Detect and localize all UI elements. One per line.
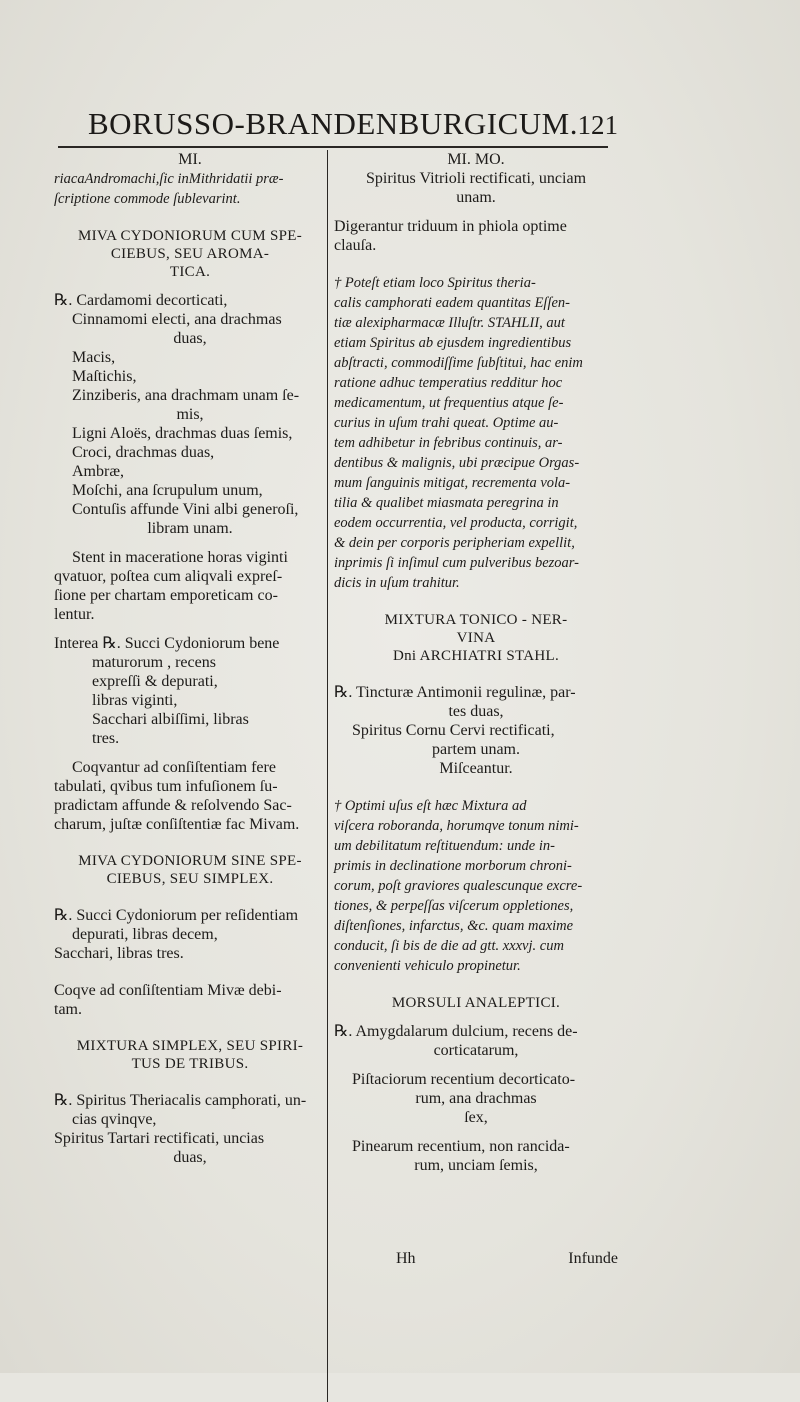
- text-line: CIEBUS, SEU AROMA-: [110, 246, 270, 262]
- text-line: Spiritus Vitrioli rectificati, unciam: [365, 170, 587, 187]
- text-line: ℞. Amygdalarum dulcium, recens de-: [334, 1023, 578, 1040]
- line-spacer: [54, 963, 326, 981]
- text-line: qvatuor, poſtea cum aliqvali expreſ-: [54, 568, 283, 585]
- text-line: primis in declinatione morborum chroni-: [334, 858, 572, 874]
- text-line: Sacchari albiſſimi, libras: [92, 711, 249, 728]
- text-line: abſtracti, commodiſſime ſubſtitui, hac enim: [334, 355, 583, 371]
- right-column: [334, 150, 618, 1175]
- text-line: tes duas,: [448, 703, 504, 720]
- text-line: Moſchi, ana ſcrupulum unum,: [72, 482, 263, 499]
- text-line: duas,: [173, 330, 207, 347]
- text-line: medicamentum, ut frequentius atque ſe-: [334, 395, 564, 411]
- text-line: Digerantur triduum in phiola optime: [334, 218, 567, 235]
- text-line: & dein per corporis peripheriam expellit,: [334, 535, 575, 551]
- text-line: calis camphorati eadem quantitas Eſſen-: [334, 295, 570, 311]
- line-spacer: [54, 209, 326, 227]
- text-line: MI.: [178, 151, 202, 168]
- text-line: maturorum , recens: [92, 654, 216, 671]
- line-spacer: [334, 1127, 618, 1137]
- text-line: expreſſi & depurati,: [92, 673, 218, 690]
- text-line: duas,: [173, 1149, 207, 1166]
- line-spacer: [54, 281, 326, 291]
- text-line: Dni ARCHIATRI STAHL.: [392, 648, 560, 664]
- text-line: Pinearum recentium, non rancida-: [352, 1138, 570, 1155]
- text-line: Interea ℞. Succi Cydoniorum bene: [54, 635, 280, 652]
- line-spacer: [54, 1073, 326, 1091]
- text-line: CIEBUS, SEU SIMPLEX.: [106, 871, 274, 887]
- text-line: ℞. Spiritus Theriacalis camphorati, un-: [54, 1092, 307, 1109]
- text-line: clauſa.: [334, 237, 377, 254]
- text-line: Ambræ,: [72, 463, 124, 480]
- text-line: riacaAndromachi,ſic inMithridatii præ-: [54, 171, 284, 187]
- text-line: unam.: [456, 189, 496, 206]
- text-line: pradictam affunde & reſolvendo Sac-: [54, 797, 292, 814]
- line-spacer: [54, 834, 326, 852]
- text-line: Coqve ad conſiſtentiam Mivæ debi-: [54, 982, 282, 999]
- signature-mark: Hh: [396, 1250, 416, 1267]
- running-title: BORUSSO-BRANDENBURGICUM.: [88, 106, 578, 141]
- text-line: conducit, ſi bis de die ad gtt. xxxvj. cum: [334, 938, 564, 954]
- text-line: rum, unciam ſemis,: [414, 1157, 538, 1174]
- text-line: um debilitatum reſtituendum: unde in-: [334, 838, 555, 854]
- line-spacer: [334, 593, 618, 611]
- line-spacer: [334, 1012, 618, 1022]
- text-line: Miſceantur.: [439, 760, 513, 777]
- text-line: Maſtichis,: [72, 368, 137, 385]
- left-column: [54, 150, 326, 1167]
- text-line: viſcera roboranda, horumqve tonum nimi-: [334, 818, 579, 834]
- text-line: MORSULI ANALEPTICI.: [391, 995, 561, 1011]
- text-line: corticatarum,: [433, 1042, 519, 1059]
- line-spacer: [54, 538, 326, 548]
- text-line: ratione adhuc temperatius redditur hoc: [334, 375, 563, 391]
- text-line: ℞. Succi Cydoniorum per reſidentiam: [54, 907, 299, 924]
- text-line: Zinziberis, ana drachmam unam ſe-: [72, 387, 300, 404]
- text-line: † Poteſt etiam loco Spiritus theria-: [334, 275, 536, 291]
- header-rule: [58, 146, 608, 148]
- text-line: inprimis ſi inſimul cum pulveribus bezoar-: [334, 555, 579, 571]
- text-line: TUS DE TRIBUS.: [131, 1056, 249, 1072]
- text-line: cias qvinqve,: [72, 1111, 157, 1128]
- text-line: Contuſis affunde Vini albi generoſi,: [72, 501, 299, 518]
- line-spacer: [334, 1060, 618, 1070]
- text-line: Croci, drachmas duas,: [72, 444, 215, 461]
- text-line: curius in uſum trahi queat. Optime au-: [334, 415, 559, 431]
- text-line: Spiritus Cornu Cervi rectificati,: [352, 722, 555, 739]
- text-line: MI. MO.: [447, 151, 505, 168]
- text-line: tem adhibetur in febribus continuis, ar-: [334, 435, 563, 451]
- text-line: Piſtaciorum recentium decorticato-: [352, 1071, 576, 1088]
- page-number: 121: [577, 110, 618, 140]
- text-line: ℞. Tincturæ Antimonii regulinæ, par-: [334, 684, 576, 701]
- text-line: tiones, & perpeſſas viſcerum oppletiones,: [334, 898, 574, 914]
- line-spacer: [54, 1019, 326, 1037]
- text-line: Sacchari, libras tres.: [54, 945, 184, 962]
- text-line: eodem occurrentia, vel producta, corrigit,: [334, 515, 578, 531]
- text-line: diſtenſiones, infarctus, &c. quam maxime: [334, 918, 574, 934]
- text-line: † Optimi uſus eſt hæc Mixtura ad: [334, 798, 527, 814]
- text-line: tam.: [54, 1001, 82, 1018]
- line-spacer: [334, 207, 618, 217]
- text-line: tilia & qualibet miasmata peregrina in: [334, 495, 559, 511]
- page-header: [88, 106, 618, 142]
- line-spacer: [334, 778, 618, 796]
- text-line: tres.: [92, 730, 120, 747]
- text-line: mis,: [176, 406, 204, 423]
- text-line: ℞. Cardamomi decorticati,: [54, 292, 228, 309]
- text-line: ſione per chartam emporeticam co-: [54, 587, 278, 604]
- text-line: Macis,: [72, 349, 116, 366]
- text-line: MIVA CYDONIORUM CUM SPE-: [77, 228, 303, 244]
- text-line: TICA.: [169, 264, 211, 280]
- text-line: Cinnamomi electi, ana drachmas: [72, 311, 282, 328]
- line-spacer: [54, 748, 326, 758]
- text-line: lentur.: [54, 606, 95, 623]
- text-line: depurati, libras decem,: [72, 926, 218, 943]
- text-line: Ligni Aloës, drachmas duas ſemis,: [72, 425, 293, 442]
- text-line: partem unam.: [432, 741, 520, 758]
- text-line: MIXTURA SIMPLEX, SEU SPIRI-: [76, 1038, 304, 1054]
- text-line: libras viginti,: [92, 692, 178, 709]
- text-line: VINA: [456, 630, 496, 646]
- text-line: MIVA CYDONIORUM SINE SPE-: [78, 853, 302, 869]
- line-spacer: [334, 976, 618, 994]
- catchword: Infunde: [568, 1250, 618, 1267]
- text-line: convenienti vehiculo propinetur.: [334, 958, 521, 974]
- text-line: etiam Spiritus ab ejusdem ingredientibus: [334, 335, 572, 351]
- text-line: dentibus & malignis, ubi præcipue Orgas-: [334, 455, 580, 471]
- text-line: MIXTURA TONICO - NER-: [384, 612, 568, 628]
- text-line: ſcriptione commode ſublevarint.: [54, 191, 241, 207]
- column-divider: [327, 150, 328, 1402]
- text-line: corum, poſt graviores qualescunque excre-: [334, 878, 583, 894]
- text-line: tiæ alexipharmacæ Illuſtr. STAHLII, aut: [334, 315, 565, 331]
- text-line: ſex,: [464, 1109, 488, 1126]
- line-spacer: [54, 888, 326, 906]
- text-line: Coqvantur ad conſiſtentiam fere: [72, 759, 276, 776]
- line-spacer: [54, 624, 326, 634]
- text-line: libram unam.: [147, 520, 233, 537]
- text-line: mum ſanguinis mitigat, recrementa vola-: [334, 475, 571, 491]
- text-line: rum, ana drachmas: [415, 1090, 537, 1107]
- text-line: Stent in maceratione horas viginti: [72, 549, 288, 566]
- line-spacer: [334, 255, 618, 273]
- text-line: dicis in uſum trahitur.: [334, 575, 460, 591]
- text-line: charum, juſtæ conſiſtentiæ fac Mivam.: [54, 816, 300, 833]
- text-line: tabulati, qvibus tum infuſionem ſu-: [54, 778, 278, 795]
- line-spacer: [334, 665, 618, 683]
- text-line: Spiritus Tartari rectificati, uncias: [54, 1130, 265, 1147]
